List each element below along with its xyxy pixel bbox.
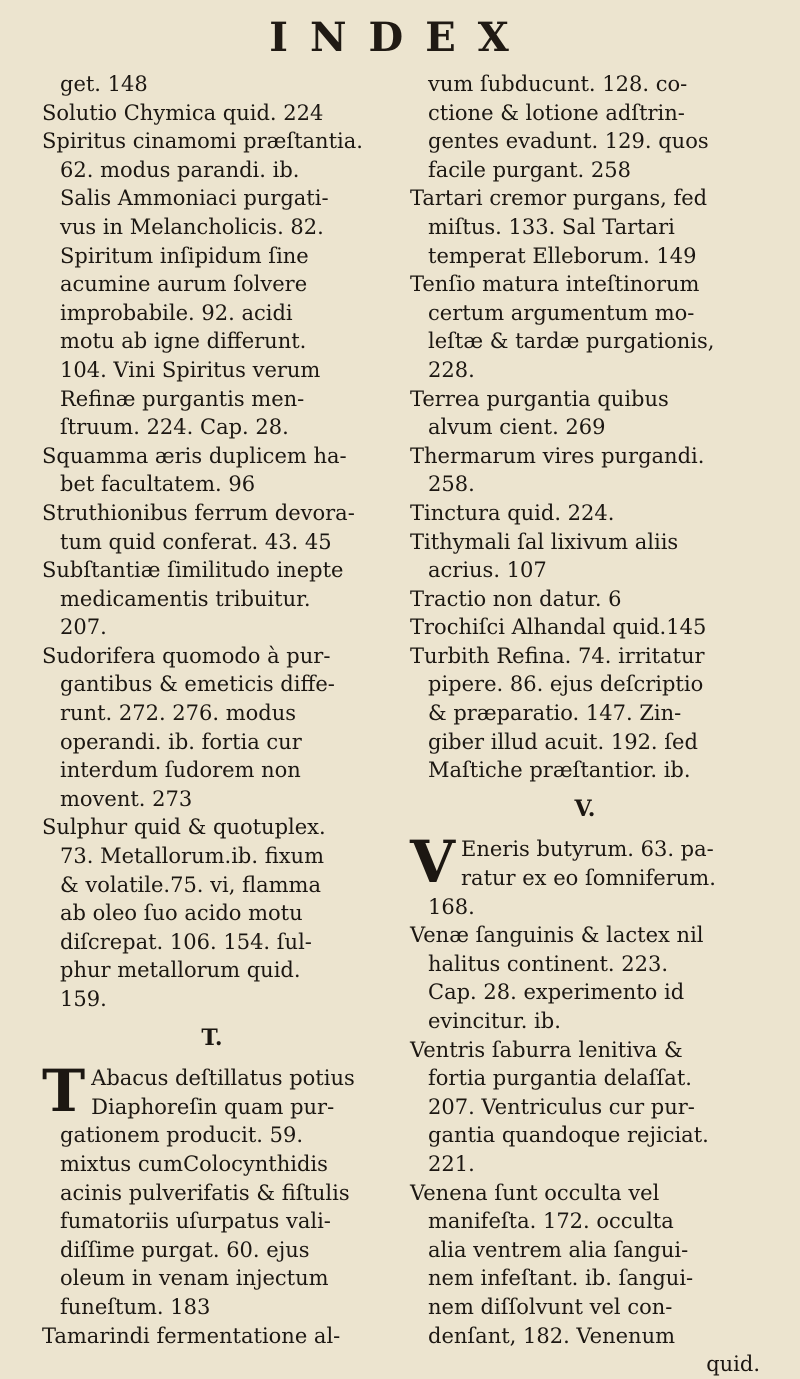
index-line: vum ſubducunt. 128. co-: [428, 72, 688, 96]
index-line: giber illud acuit. 192. ſed: [428, 729, 698, 754]
index-line: Salis Ammoniaci purgati-: [60, 186, 329, 211]
index-line: fortia purgantia delaſſat.: [428, 1066, 692, 1091]
index-line: Abacus deſtillatus potius: [91, 1066, 355, 1091]
index-line: Tinctura quid. 224.: [410, 500, 615, 525]
index-line: Spiritus cinamomi præſtantia.: [42, 129, 363, 154]
index-line: get. 148: [60, 72, 148, 96]
index-line: pipere. 86. ejus deſcriptio: [428, 672, 704, 697]
index-line: halitus continent. 223.: [428, 951, 669, 976]
section-letter-v: V.: [574, 795, 596, 822]
index-line: operandi. ib. fortia cur: [60, 729, 302, 754]
index-line: nem diſſolvunt vel con-: [428, 1294, 673, 1319]
index-line: phur metallorum quid.: [60, 958, 301, 983]
index-line: Thermarum vires purgandi.: [410, 443, 705, 468]
index-line: Venena ſunt occulta vel: [410, 1180, 660, 1205]
index-line: mixtus cumColocynthidis: [60, 1151, 328, 1176]
index-line: Refinæ purgantis men-: [60, 386, 305, 411]
index-line: acrius. 107: [428, 558, 547, 583]
index-line: interdum ſudorem non: [60, 758, 301, 783]
index-line: Tractio non datur. 6: [410, 586, 622, 611]
index-line: runt. 272. 276. modus: [60, 701, 297, 726]
index-line: Maſtiche præſtantior. ib.: [428, 758, 691, 783]
index-line: Venæ ſanguinis & lactex nil: [410, 923, 704, 948]
index-line: Cap. 28. experimento id: [428, 980, 685, 1005]
index-line: miſtus. 133. Sal Tartari: [428, 214, 675, 239]
index-line: 228.: [428, 357, 475, 382]
index-line: 62. modus parandi. ib.: [60, 157, 300, 182]
index-line: gentes evadunt. 129. quos: [428, 129, 709, 154]
index-line: diſcrepat. 106. 154. ſul-: [60, 929, 312, 954]
index-line: certum argumentum mo-: [428, 300, 695, 325]
index-line: ſtruum. 224. Cap. 28.: [60, 415, 289, 440]
index-line: diſſime purgat. 60. ejus: [60, 1237, 310, 1262]
index-line: Sulphur quid & quotuplex.: [42, 815, 326, 840]
index-line: medicamentis tribuitur.: [60, 586, 311, 611]
index-line: facile purgant. 258: [428, 157, 631, 182]
index-line: acinis pulverifatis & fiſtulis: [60, 1180, 350, 1205]
index-line: ab oleo ſuo acido motu: [60, 901, 303, 926]
index-line: 207. Ventriculus cur pur-: [428, 1094, 695, 1119]
index-line: 104. Vini Spiritus verum: [60, 357, 321, 382]
index-line: movent. 273: [60, 786, 193, 811]
index-line: Spiritum inſipidum ſine: [60, 243, 309, 268]
index-line: vus in Melancholicis. 82.: [60, 214, 324, 239]
index-line: temperat Elleborum. 149: [428, 243, 697, 268]
index-line: & præparatio. 147. Zin-: [428, 701, 682, 726]
index-line: & volatile.75. vi, flamma: [60, 872, 321, 897]
index-line: denſant, 182. Venenum: [428, 1323, 676, 1348]
index-line: motu ab igne differunt.: [60, 329, 307, 354]
index-line: Struthionibus ferrum devora-: [42, 500, 355, 525]
index-line: Tartari cremor purgans, fed: [410, 186, 708, 211]
index-line: Diaphoreſin quam pur-: [91, 1094, 335, 1119]
index-line: 207.: [60, 615, 107, 640]
index-line: Ventris ſaburra lenitiva &: [410, 1037, 683, 1062]
page-header: INDEX: [269, 14, 531, 61]
index-line: Tamarindi fermentatione al-: [42, 1323, 341, 1348]
section-letter-t: T.: [201, 1024, 223, 1051]
index-line: bet facultatem. 96: [60, 472, 256, 497]
index-line: oleum in venam injectum: [60, 1266, 329, 1291]
index-line: acumine aurum ſolvere: [60, 272, 308, 297]
index-line: Turbith Refina. 74. irritatur: [410, 643, 705, 668]
index-line: evincitur. ib.: [428, 1009, 561, 1033]
index-line: Trochiſci Alhandal quid.145: [410, 615, 707, 640]
index-line: gantia quandoque rejiciat.: [428, 1123, 709, 1148]
index-line: Squamma æris duplicem ha-: [42, 443, 347, 468]
index-line: alvum cient. 269: [428, 415, 606, 440]
left-column: [42, 70, 382, 1350]
index-line: alia ventrem alia ſangui-: [428, 1237, 689, 1262]
index-line: Tithymali ſal lixivum aliis: [410, 529, 679, 554]
index-line: ctione & lotione adſtrin-: [428, 100, 685, 125]
index-line: gationem producit. 59.: [60, 1123, 304, 1148]
index-line: 168.: [428, 894, 475, 919]
index-line: ratur ex eo ſomniferum.: [461, 866, 716, 891]
index-line: Eneris butyrum. 63. pa-: [461, 837, 714, 862]
entry-t-block: [42, 1057, 382, 1321]
index-line: Tenſio matura inteſtinorum: [410, 272, 700, 297]
right-column: [410, 70, 760, 1379]
index-line: 221.: [428, 1151, 475, 1176]
index-line: improbabile. 92. acidi: [60, 300, 293, 325]
dropcap-v: V: [410, 828, 456, 897]
index-line: fumatoriis uſurpatus vali-: [60, 1209, 331, 1234]
index-line: leſtæ & tardæ purgationis,: [428, 329, 715, 354]
dropcap-t: T: [42, 1057, 86, 1126]
entry-v-block: [410, 828, 760, 921]
catchword: quid.: [706, 1352, 760, 1377]
index-line: gantibus & emeticis diffe-: [60, 672, 335, 697]
index-line: 159.: [60, 987, 107, 1011]
index-line: manifeſta. 172. occulta: [428, 1209, 674, 1234]
index-line: 258.: [428, 472, 475, 497]
index-line: tum quid conferat. 43. 45: [60, 529, 332, 554]
index-line: Sudorifera quomodo à pur-: [42, 643, 331, 668]
index-line: funeſtum. 183: [60, 1294, 211, 1319]
index-line: Subſtantiæ ſimilitudo inepte: [42, 558, 344, 583]
index-line: Terrea purgantia quibus: [410, 386, 669, 411]
index-line: 73. Metallorum.ib. fixum: [60, 844, 324, 869]
index-line: nem infeſtant. ib. ſangui-: [428, 1266, 694, 1291]
index-line: Solutio Chymica quid. 224: [42, 100, 324, 125]
